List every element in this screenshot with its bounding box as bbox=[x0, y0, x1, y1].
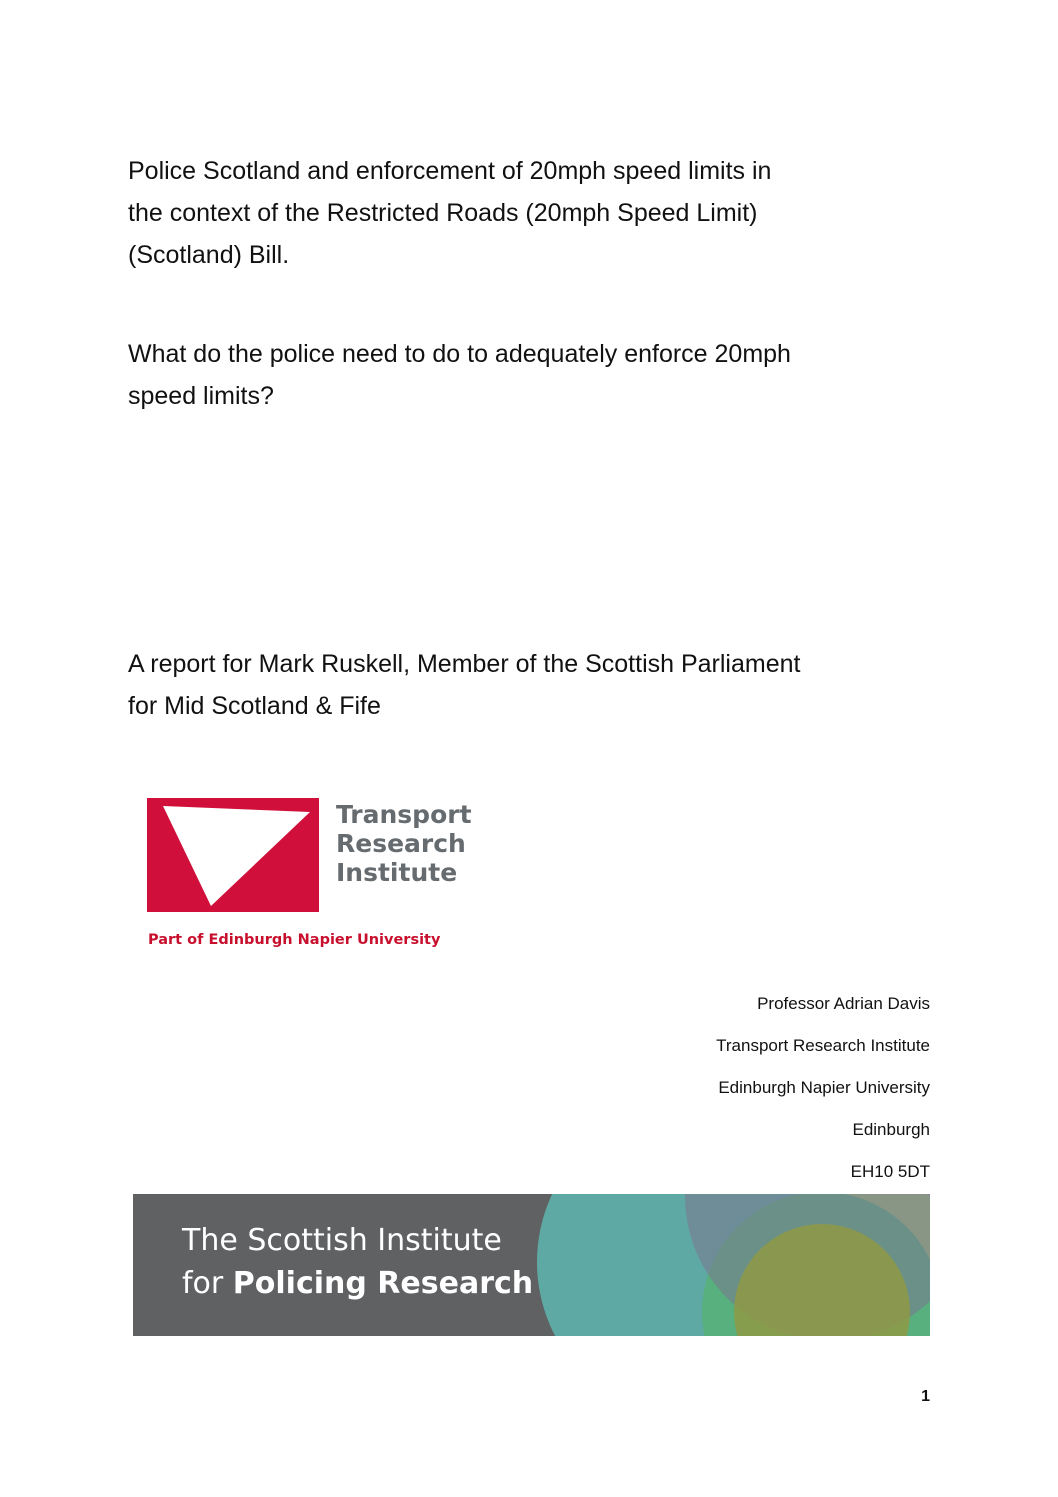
tri-logo-tagline: Part of Edinburgh Napier University bbox=[148, 932, 441, 948]
question-line: speed limits? bbox=[128, 382, 274, 410]
author-name: Professor Adrian Davis bbox=[757, 994, 930, 1013]
author-postcode: EH10 5DT bbox=[850, 1162, 930, 1181]
tri-logo-wordmark: Transport Research Institute bbox=[336, 800, 472, 887]
report-question bbox=[128, 333, 928, 417]
sipr-line-2-prefix: for bbox=[182, 1266, 233, 1301]
sipr-line-2 bbox=[182, 1262, 533, 1305]
page-number: 1 bbox=[921, 1388, 930, 1405]
author-university: Edinburgh Napier University bbox=[718, 1078, 930, 1097]
report-recipient bbox=[128, 643, 928, 727]
sipr-line-2-bold: Policing Research bbox=[232, 1266, 534, 1301]
recipient-line: for Mid Scotland & Fife bbox=[128, 692, 381, 720]
title-line: Police Scotland and enforcement of 20mph speed limits in bbox=[128, 157, 772, 185]
author-address bbox=[716, 983, 930, 1193]
report-title bbox=[128, 150, 928, 276]
author-city: Edinburgh bbox=[852, 1120, 930, 1139]
transport-research-institute-logo bbox=[147, 798, 487, 958]
recipient-line: A report for Mark Ruskell, Member of the Scottish Parliament bbox=[128, 650, 801, 678]
sipr-line-1: The Scottish Institute bbox=[182, 1223, 502, 1258]
title-line: (Scotland) Bill. bbox=[128, 241, 290, 269]
author-institute: Transport Research Institute bbox=[716, 1036, 930, 1055]
question-line: What do the police need to do to adequately enforce 20mph bbox=[128, 340, 791, 368]
title-line: the context of the Restricted Roads (20mph Speed Limit) bbox=[128, 199, 758, 227]
tri-logo-mark bbox=[147, 798, 319, 912]
sipr-wordmark bbox=[182, 1219, 533, 1305]
sipr-banner-logo bbox=[133, 1194, 930, 1336]
